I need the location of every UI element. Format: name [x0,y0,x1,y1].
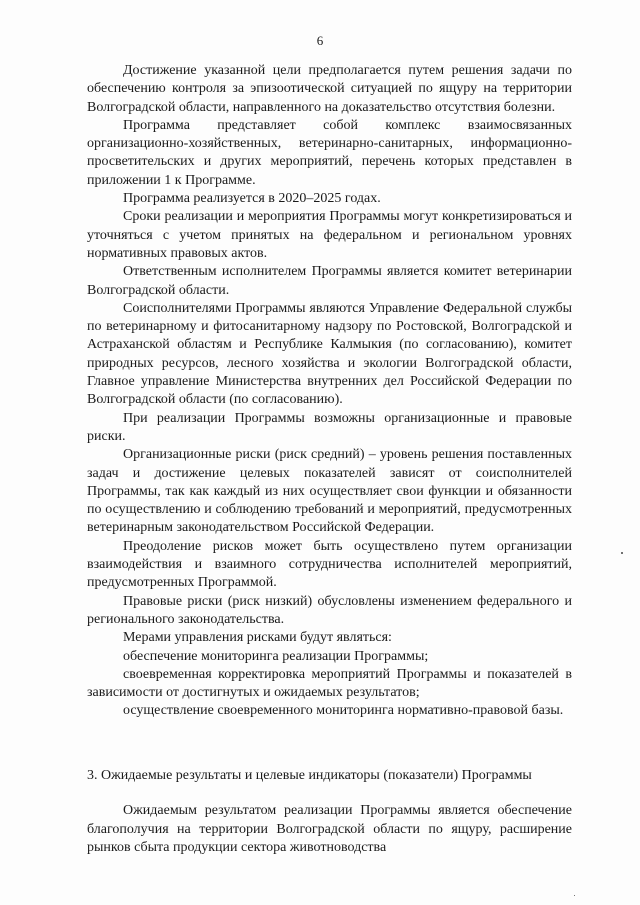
list-item-adjustment: своевременная корректировка мероприятий Программы и показателей в зависимости от достигнутых и ожидаемых результатов; [87,666,572,701]
section-2-body [87,62,572,721]
paragraph-risks: При реализации Программы возможны организационные и правовые риски. [87,410,572,444]
paragraph-goal: Достижение указанной цели предполагается путем решения задачи по обеспечению контроля за эпизоотической ситуацией по ящуру на территории Волгоградской области, направленного на доказательство отсутствия болезни. [87,63,572,115]
list-item-monitoring: обеспечение мониторинга реализации Программы; [123,648,429,664]
paragraph-overcoming-risks: Преодоление рисков может быть осуществлено путем организации взаимодействия и взаимного сотрудничества исполнителей мероприятий, предусмотренных Программой. [87,538,572,591]
section-3-body [87,802,572,858]
paragraph-responsible: Ответственным исполнителем Программы является комитет ветеринарии Волгоградской области. [87,264,572,298]
scan-speck [621,552,623,554]
scan-speck [574,895,575,896]
list-item-regulatory-monitoring: осуществление своевременного мониторинга нормативно-правовой базы. [123,703,564,719]
paragraph-program-complex: Программа представляет собой комплекс взаимосвязанных организационно-хозяйственных, ветеринарно-санитарных, информационно-просветительских и других мероприятий, перечень которых представлен в приложении 1 к Программе. [87,117,572,188]
paragraph-terms: Сроки реализации и мероприятия Программы могут конкретизироваться и уточняться с учетом принятых на федеральном и региональном уровнях нормативных правовых актов. [87,209,572,261]
paragraph-organizational-risks: Организационные риски (риск средний) – уровень решения поставленных задач и достижение целевых показателей зависят от соисполнителей Программы, так как каждый из них осуществляет свои функции и обязанности по осуществлению и соблюдению требований и мероприятий, предусмотренных ветеринарным законодательством Российской Федерации. [87,447,572,536]
page-number: 6 [316,33,324,48]
paragraph-expected-result: Ожидаемым результатом реализации Программы является обеспечение благополучия на территории Волгоградской области по ящуру, расширение рынков сбыта продукции сектора животноводства [87,803,572,856]
paragraph-risk-measures: Мерами управления рисками будут являться: [123,630,392,646]
paragraph-years: Программа реализуется в 2020–2025 годах. [123,191,381,207]
paragraph-co-executors: Соисполнителями Программы являются Управление Федеральной службы по ветеринарному и фитосанитарному надзору по Ростовской, Волгоградской и Астраханской областям и Республике Калмыкия (по согласованию), комитет природных ресурсов, лесного хозяйства и экологии Волгоградской области, Главное управление Министерства внутренних дел Российской Федерации по Волгоградской области (по согласованию). [87,300,572,408]
paragraph-legal-risks: Правовые риски (риск низкий) обусловлены изменением федерального и регионального законодательства. [87,593,572,627]
section-3-heading: 3. Ожидаемые результаты и целевые индикаторы (показатели) Программы [87,768,532,783]
